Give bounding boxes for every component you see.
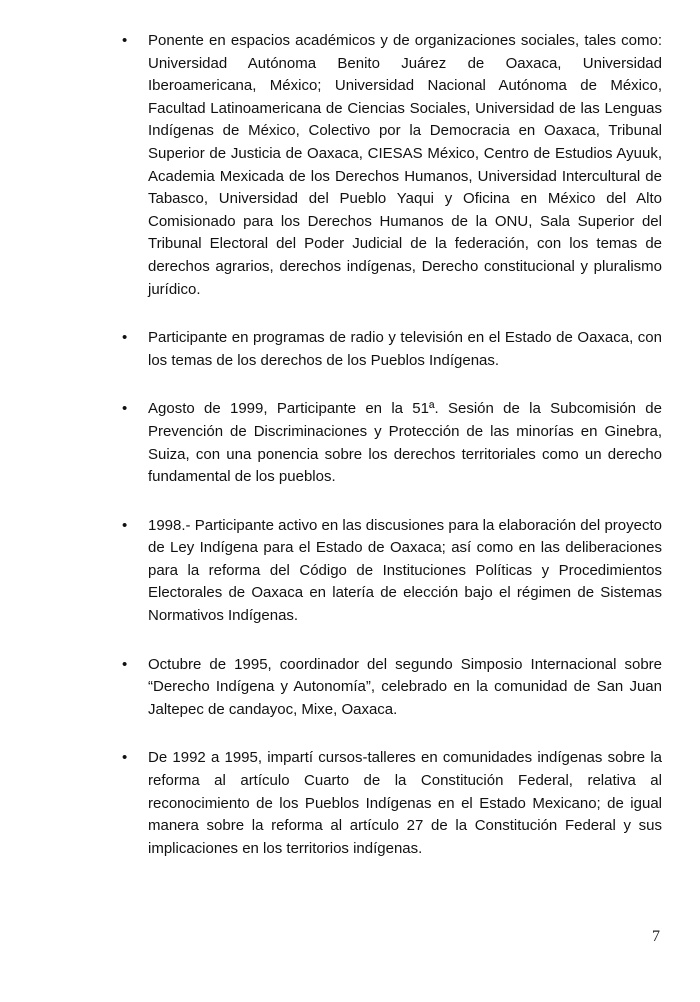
bullet-list bbox=[120, 30, 662, 860]
bullet-marker: • bbox=[122, 329, 128, 347]
list-item bbox=[120, 747, 662, 860]
list-item-text: Octubre de 1995, coordinador del segundo Simposio Internacional sobre “Derecho Indígena y Autonomía”, celebrado en la comunidad de San Juan Jaltepec de candayoc, Mixe, Oaxaca. bbox=[148, 655, 662, 718]
list-item bbox=[120, 30, 662, 301]
bullet-marker: • bbox=[122, 32, 128, 49]
list-item-text: 1998.- Participante activo en las discusiones para la elaboración del proyecto de Ley Indígena para el Estado de Oaxaca; así como en las deliberaciones para la reforma del Código de Instituciones Políticas y Procedimientos Electorales de Oaxaca en latería de elección bajo el régimen de Sistemas Normativos Indígenas. bbox=[148, 516, 662, 625]
page-number: 7 bbox=[652, 928, 660, 945]
list-item bbox=[120, 515, 662, 628]
bullet-marker: • bbox=[122, 749, 128, 767]
bullet-marker: • bbox=[122, 655, 128, 673]
list-item-text: Participante en programas de radio y televisión en el Estado de Oaxaca, con los temas de los derechos de los Pueblos Indígenas. bbox=[148, 329, 662, 369]
list-item bbox=[120, 654, 662, 722]
list-item-text: Ponente en espacios académicos y de organizaciones sociales, tales como: Universidad Autónoma Benito Juárez de Oaxaca, Universidad Iberoamericana, México; Universidad Nacional Autónoma de México, Facultad Latinoamericana de Ciencias Sociales, Universidad de las Lenguas Indígenas de México, Colectivo por la Democracia en Oaxaca, Tribunal Superior de Justicia de Oaxaca, CIESAS México, Centro de Estudios Ayuuk, Academia Mexicada de los Derechos Humanos, Universidad Intercultural de Tabasco, Universidad del Pueblo Yaqui y Oficina en México del Alto Comisionado para los Derechos Humanos de la ONU, Sala Superior del Tribunal Electoral del Poder Judicial de la federación, con los temas de derechos agrarios, derechos indígenas, Derecho constitucional y pluralismo jurídico. bbox=[148, 32, 662, 298]
bullet-marker: • bbox=[122, 516, 128, 534]
list-item bbox=[120, 398, 662, 488]
bullet-marker: • bbox=[122, 400, 128, 418]
list-item-text: De 1992 a 1995, impartí cursos-talleres en comunidades indígenas sobre la reforma al artículo Cuarto de la Constitución Federal, relativa al reconocimiento de los Pueblos Indígenas en el Estado Mexicano; de igual manera sobre la reforma al artículo 27 de la Constitución Federal y sus implicaciones en los territorios indígenas. bbox=[148, 749, 662, 857]
list-item-text: Agosto de 1999, Participante en la 51ª. Sesión de la Subcomisión de Prevención de Discriminaciones y Protección de las minorías en Ginebra, Suiza, con una ponencia sobre los derechos territoriales como un derecho fundamental de los pueblos. bbox=[148, 400, 662, 486]
list-item bbox=[120, 327, 662, 372]
